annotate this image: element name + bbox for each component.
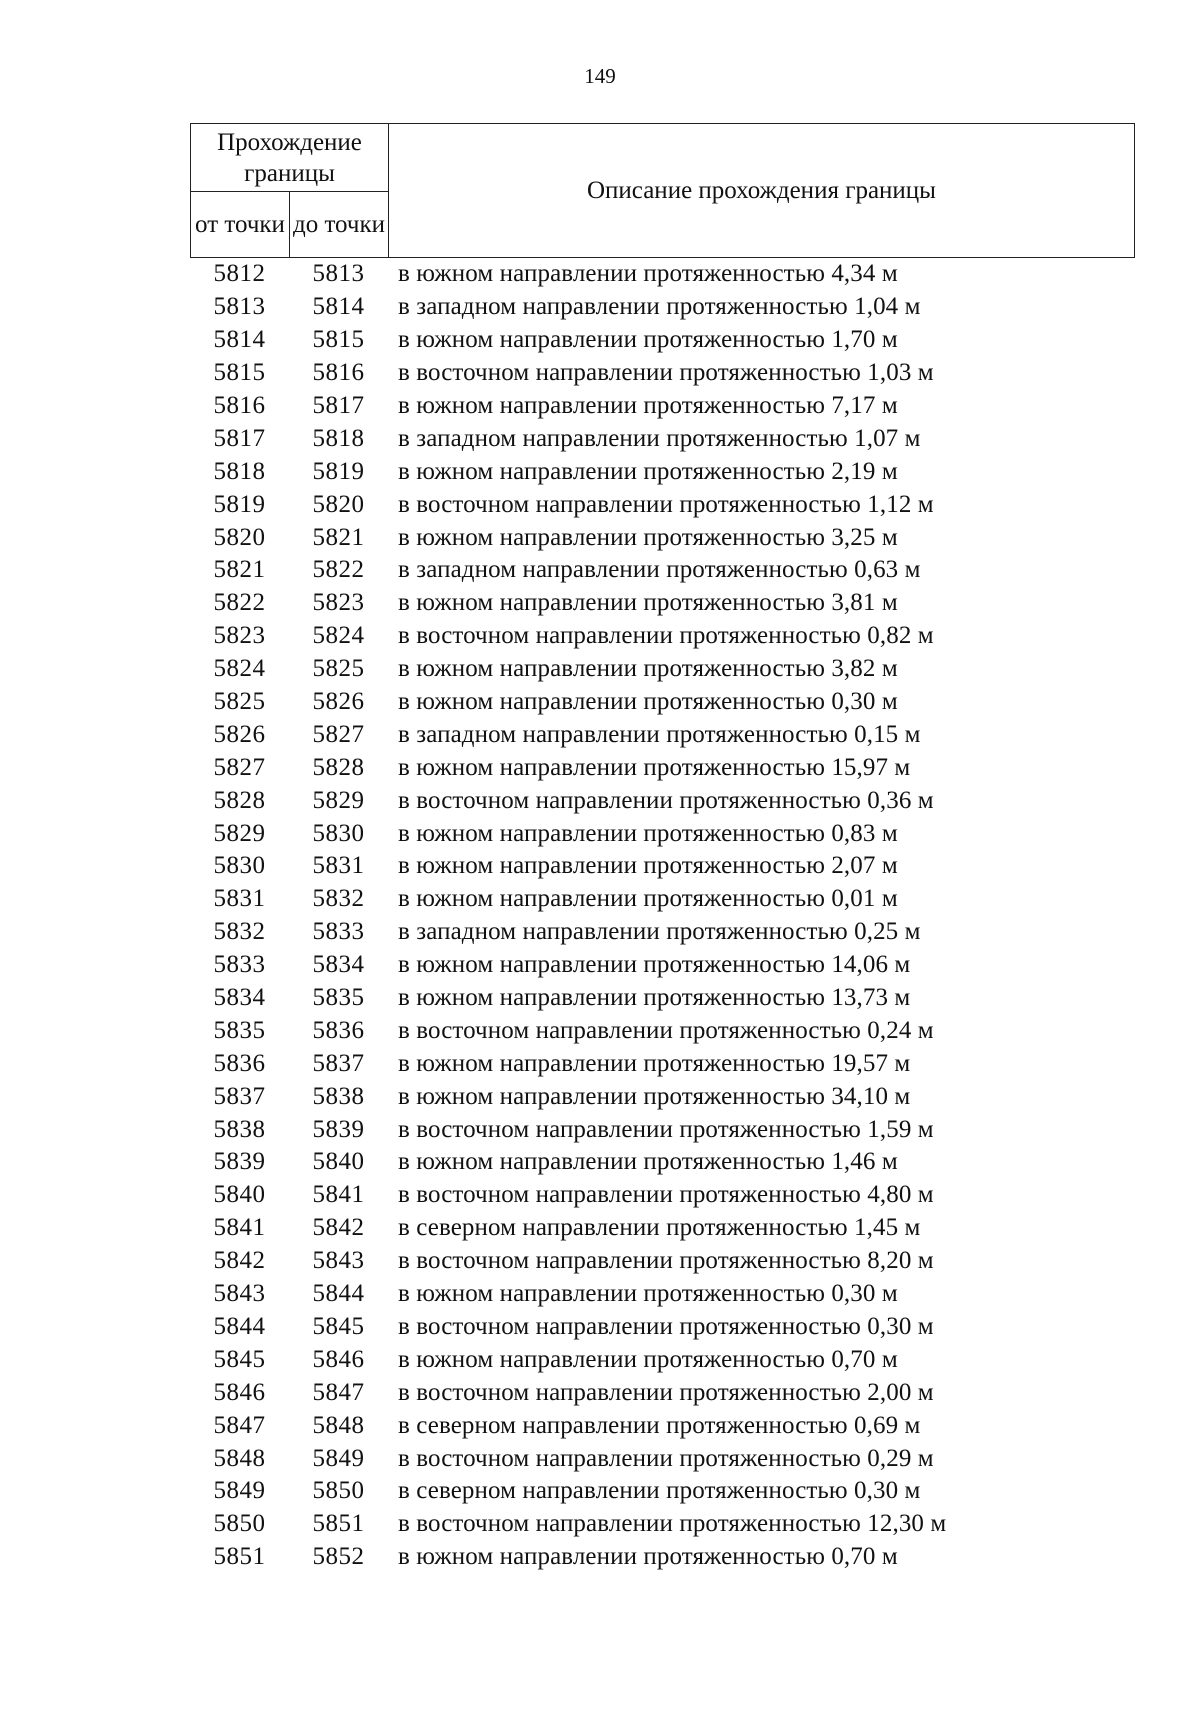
table-row xyxy=(190,390,1135,423)
cell-from-point: 5836 xyxy=(213,1049,266,1077)
cell-description: в северном направлении протяженностью 0,30 м xyxy=(398,1477,921,1505)
cell-to-point: 5820 xyxy=(312,490,365,518)
cell-to-point: 5832 xyxy=(312,885,365,913)
cell-to-point: 5845 xyxy=(312,1312,365,1340)
table-row xyxy=(190,1080,1135,1113)
table-row xyxy=(190,324,1135,357)
table-row xyxy=(190,1508,1135,1541)
cell-to-point: 5819 xyxy=(312,457,365,485)
cell-description: в восточном направлении протяженностью 1,59 м xyxy=(398,1115,934,1143)
cell-from-point: 5831 xyxy=(213,885,266,913)
boundary-table xyxy=(190,123,1135,1574)
cell-from-point: 5839 xyxy=(213,1148,266,1176)
cell-to-point: 5823 xyxy=(312,589,365,617)
cell-from-point: 5821 xyxy=(213,556,266,584)
table-row xyxy=(190,1442,1135,1475)
header-description: Описание прохождения границы xyxy=(389,124,1135,258)
table-row xyxy=(190,982,1135,1015)
cell-description: в западном направлении протяженностью 1,07 м xyxy=(398,424,921,452)
table-row xyxy=(190,455,1135,488)
cell-description: в южном направлении протяженностью 0,70 м xyxy=(398,1345,898,1373)
cell-to-point: 5826 xyxy=(312,688,365,716)
table-row xyxy=(190,784,1135,817)
cell-to-point: 5815 xyxy=(312,326,365,354)
table-row xyxy=(190,620,1135,653)
table-row xyxy=(190,1245,1135,1278)
cell-from-point: 5840 xyxy=(213,1181,266,1209)
table-row xyxy=(190,817,1135,850)
cell-to-point: 5848 xyxy=(312,1411,365,1439)
cell-from-point: 5834 xyxy=(213,984,266,1012)
table-row xyxy=(190,653,1135,686)
cell-description: в южном направлении протяженностью 15,97 м xyxy=(398,753,911,781)
table-row xyxy=(190,1376,1135,1409)
header-boundary-passage: Прохождение границы xyxy=(191,124,389,192)
cell-from-point: 5822 xyxy=(213,589,266,617)
cell-from-point: 5826 xyxy=(213,720,266,748)
cell-description: в южном направлении протяженностью 4,34 м xyxy=(398,260,898,288)
cell-from-point: 5829 xyxy=(213,819,266,847)
cell-description: в северном направлении протяженностью 1,45 м xyxy=(398,1214,921,1242)
cell-description: в южном направлении протяженностью 14,06 м xyxy=(398,951,911,979)
cell-to-point: 5851 xyxy=(312,1510,365,1538)
cell-to-point: 5825 xyxy=(312,655,365,683)
cell-to-point: 5835 xyxy=(312,984,365,1012)
cell-description: в восточном направлении протяженностью 1,12 м xyxy=(398,490,934,518)
cell-to-point: 5842 xyxy=(312,1214,365,1242)
cell-to-point: 5838 xyxy=(312,1082,365,1110)
cell-from-point: 5819 xyxy=(213,490,266,518)
cell-description: в северном направлении протяженностью 0,69 м xyxy=(398,1411,921,1439)
table-row xyxy=(190,1014,1135,1047)
cell-from-point: 5846 xyxy=(213,1378,266,1406)
cell-description: в восточном направлении протяженностью 0,82 м xyxy=(398,622,934,650)
table-row xyxy=(190,850,1135,883)
page-number xyxy=(62,64,1200,89)
cell-description: в южном направлении протяженностью 13,73 м xyxy=(398,984,911,1012)
cell-from-point: 5847 xyxy=(213,1411,266,1439)
cell-description: в южном направлении протяженностью 0,01 м xyxy=(398,885,898,913)
cell-to-point: 5829 xyxy=(312,786,365,814)
table-row xyxy=(190,718,1135,751)
cell-description: в восточном направлении протяженностью 8,20 м xyxy=(398,1247,934,1275)
cell-to-point: 5833 xyxy=(312,918,365,946)
cell-from-point: 5830 xyxy=(213,852,266,880)
cell-from-point: 5835 xyxy=(213,1016,266,1044)
cell-to-point: 5817 xyxy=(312,392,365,419)
table-row xyxy=(190,1212,1135,1245)
cell-description: в восточном направлении протяженностью 0,24 м xyxy=(398,1016,934,1044)
cell-to-point: 5852 xyxy=(312,1543,365,1571)
table-body xyxy=(190,258,1135,1574)
table-row xyxy=(190,1278,1135,1311)
cell-from-point: 5823 xyxy=(213,622,266,650)
cell-to-point: 5813 xyxy=(312,260,365,288)
cell-to-point: 5827 xyxy=(312,720,365,748)
cell-to-point: 5847 xyxy=(312,1378,365,1406)
cell-to-point: 5814 xyxy=(312,293,365,321)
table-row xyxy=(190,422,1135,455)
table-row xyxy=(190,554,1135,587)
table-row xyxy=(190,587,1135,620)
cell-from-point: 5843 xyxy=(213,1280,266,1308)
table-header xyxy=(190,123,1135,258)
cell-from-point: 5815 xyxy=(213,359,266,387)
table-row xyxy=(190,357,1135,390)
cell-from-point: 5841 xyxy=(213,1214,266,1242)
cell-from-point: 5820 xyxy=(213,523,266,551)
cell-from-point: 5851 xyxy=(213,1543,266,1571)
table-row xyxy=(190,1047,1135,1080)
table-row xyxy=(190,1311,1135,1344)
cell-to-point: 5830 xyxy=(312,819,365,847)
cell-description: в западном направлении протяженностью 0,15 м xyxy=(398,720,921,748)
cell-description: в восточном направлении протяженностью 2,00 м xyxy=(398,1378,934,1406)
cell-description: в восточном направлении протяженностью 1,03 м xyxy=(398,359,934,387)
table-row xyxy=(190,258,1135,291)
cell-from-point: 5817 xyxy=(213,424,266,452)
cell-from-point: 5824 xyxy=(213,655,266,683)
cell-from-point: 5850 xyxy=(213,1510,266,1538)
cell-description: в южном направлении протяженностью 3,81 м xyxy=(398,589,898,617)
cell-from-point: 5827 xyxy=(213,753,266,781)
cell-from-point: 5838 xyxy=(213,1115,266,1143)
table-row xyxy=(190,686,1135,719)
cell-to-point: 5841 xyxy=(312,1181,365,1209)
cell-to-point: 5850 xyxy=(312,1477,365,1505)
table-row xyxy=(190,1343,1135,1376)
cell-description: в южном направлении протяженностью 3,25 м xyxy=(398,523,898,551)
cell-from-point: 5844 xyxy=(213,1312,266,1340)
table-row xyxy=(190,291,1135,324)
cell-description: в южном направлении протяженностью 2,07 м xyxy=(398,852,898,880)
cell-from-point: 5837 xyxy=(213,1082,266,1110)
cell-to-point: 5836 xyxy=(312,1016,365,1044)
cell-from-point: 5832 xyxy=(213,918,266,946)
cell-to-point: 5844 xyxy=(312,1280,365,1308)
cell-from-point: 5818 xyxy=(213,457,266,485)
cell-from-point: 5842 xyxy=(213,1247,266,1275)
header-to-point: до точки xyxy=(290,192,389,258)
cell-from-point: 5813 xyxy=(213,293,266,321)
table-row xyxy=(190,949,1135,982)
cell-description: в восточном направлении протяженностью 0,30 м xyxy=(398,1312,934,1340)
cell-description: в восточном направлении протяженностью 4,80 м xyxy=(398,1181,934,1209)
table-row xyxy=(190,1113,1135,1146)
cell-description: в южном направлении протяженностью 0,83 м xyxy=(398,819,898,847)
page-number-text: 149 xyxy=(584,64,616,88)
cell-description: в западном направлении протяженностью 0,63 м xyxy=(398,556,921,584)
cell-from-point: 5845 xyxy=(213,1345,266,1373)
table-row xyxy=(190,916,1135,949)
cell-description: в южном направлении протяженностью 1,46 м xyxy=(398,1148,898,1176)
table-row xyxy=(190,521,1135,554)
table-row xyxy=(190,1146,1135,1179)
cell-description: в южном направлении протяженностью 19,57 м xyxy=(398,1049,911,1077)
cell-description: в южном направлении протяженностью 2,19 м xyxy=(398,457,898,485)
cell-description: в восточном направлении протяженностью 0,36 м xyxy=(398,786,934,814)
cell-from-point: 5848 xyxy=(213,1444,266,1472)
cell-to-point: 5840 xyxy=(312,1148,365,1176)
cell-from-point: 5814 xyxy=(213,326,266,354)
cell-to-point: 5828 xyxy=(312,753,365,781)
table-row xyxy=(190,1179,1135,1212)
cell-to-point: 5834 xyxy=(312,951,365,979)
cell-to-point: 5816 xyxy=(312,359,365,387)
cell-description: в западном направлении протяженностью 0,25 м xyxy=(398,918,921,946)
cell-description: в южном направлении протяженностью 0,30 м xyxy=(398,688,898,716)
cell-to-point: 5831 xyxy=(312,852,365,880)
cell-to-point: 5839 xyxy=(312,1115,365,1143)
cell-description: в южном направлении протяженностью 0,70 м xyxy=(398,1543,898,1571)
cell-to-point: 5822 xyxy=(312,556,365,584)
cell-to-point: 5818 xyxy=(312,424,365,452)
cell-description: в восточном направлении протяженностью 12,30 м xyxy=(398,1510,947,1538)
cell-to-point: 5843 xyxy=(312,1247,365,1275)
cell-from-point: 5849 xyxy=(213,1477,266,1505)
cell-to-point: 5846 xyxy=(312,1345,365,1373)
cell-description: в южном направлении протяженностью 34,10 м xyxy=(398,1082,911,1110)
table-row xyxy=(190,1475,1135,1508)
cell-to-point: 5821 xyxy=(312,523,365,551)
cell-to-point: 5849 xyxy=(312,1444,365,1472)
cell-description: в южном направлении протяженностью 3,82 м xyxy=(398,655,898,683)
cell-from-point: 5828 xyxy=(213,786,266,814)
table-row xyxy=(190,883,1135,916)
header-from-point: от точки xyxy=(191,192,290,258)
cell-description: в южном направлении протяженностью 7,17 м xyxy=(398,392,898,419)
cell-from-point: 5825 xyxy=(213,688,266,716)
cell-from-point: 5833 xyxy=(213,951,266,979)
cell-description: в восточном направлении протяженностью 0,29 м xyxy=(398,1444,934,1472)
table-row xyxy=(190,751,1135,784)
cell-from-point: 5812 xyxy=(213,260,266,288)
cell-description: в западном направлении протяженностью 1,04 м xyxy=(398,293,921,321)
table-row xyxy=(190,1409,1135,1442)
cell-description: в южном направлении протяженностью 1,70 м xyxy=(398,326,898,354)
table-row xyxy=(190,1541,1135,1574)
cell-from-point: 5816 xyxy=(213,392,266,419)
cell-to-point: 5837 xyxy=(312,1049,365,1077)
cell-to-point: 5824 xyxy=(312,622,365,650)
table-row xyxy=(190,488,1135,521)
cell-description: в южном направлении протяженностью 0,30 м xyxy=(398,1280,898,1308)
